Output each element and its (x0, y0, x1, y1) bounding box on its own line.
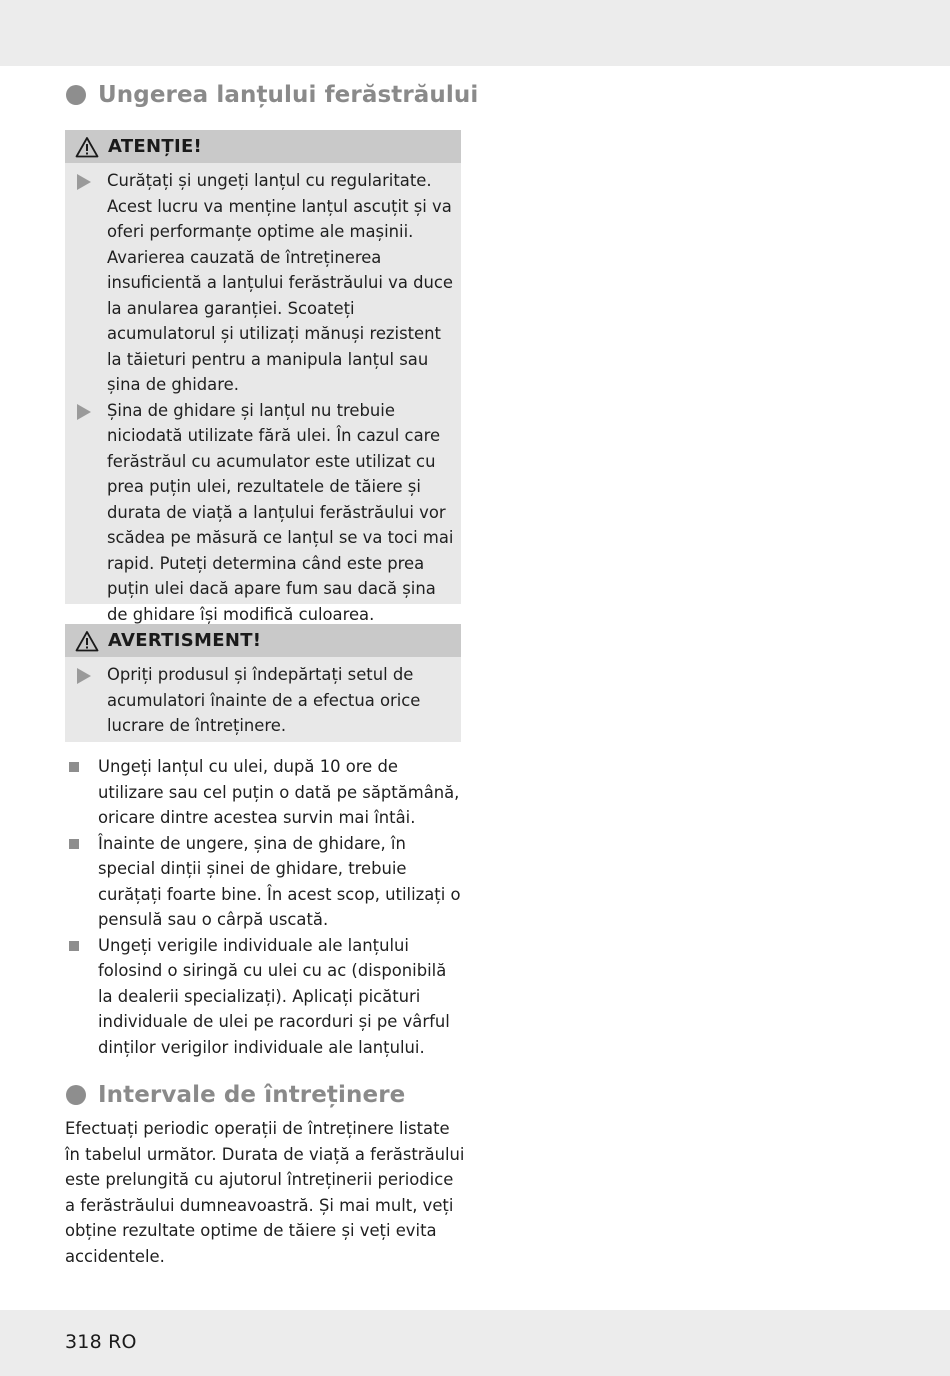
lubrication-steps-list (65, 754, 465, 1060)
section-heading-maintenance-intervals (66, 1082, 405, 1108)
section-title: Intervale de întreținere (98, 1082, 406, 1108)
warning-triangle-icon (75, 136, 99, 158)
warning-body (65, 657, 461, 741)
section-bullet-icon (66, 1085, 86, 1105)
list-item-text: Înainte de ungere, șina de ghidare, în special dinții șinei de ghidare, trebuie curățați foarte bine. În acest scop, utilizați o pensulă sau o cârpă uscată. (98, 833, 461, 929)
warning-title: AVERTISMENT! (108, 630, 262, 651)
warning-item (65, 662, 461, 739)
top-band (0, 0, 950, 66)
paragraph: Efectuați periodic operații de întreținere listate în tabelul următor. Durata de viață a ferăstrăului este prelungită cu ajutorul întreținerii periodice a ferăstrăului dumneavoastră. Și mai mult, veți obține rezultate optime de tăiere și veți evita accidentele. (65, 1119, 465, 1266)
attention-item (65, 168, 461, 398)
maintenance-intro (65, 1116, 465, 1269)
attention-item-text: Curățați și ungeți lanțul cu regularitate. Acest lucru va menține lanțul ascuțit și va oferi performanțe optime ale mașinii. Avarierea cauzată de întreținerea insuficientă a lanțului ferăstrăului va duce la anularea garanției. Scoateți acumulatorul și utilizați mănuși rezistent la tăieturi pentru a manipula lanțul sau șina de ghidare. (107, 171, 453, 394)
attention-header (65, 130, 461, 163)
arrow-right-icon (77, 404, 91, 420)
attention-item (65, 398, 461, 628)
attention-item-text: Șina de ghidare și lanțul nu trebuie niciodată utilizate fără ulei. În cazul care ferăstrăul cu acumulator este utilizat cu prea puțin ulei, rezultatele de tăiere și durata de viață a lanțului ferăstrăului vor scădea pe măsură ce lanțul se va toci mai rapid. Puteți determina când este prea puțin ulei dacă apare fum sau dacă șina de ghidare își modifică culoarea. (107, 400, 454, 624)
list-item (65, 754, 465, 831)
warning-triangle-icon (75, 630, 99, 652)
square-bullet-icon (69, 762, 79, 772)
attention-body (65, 163, 461, 629)
arrow-right-icon (77, 174, 91, 190)
bottom-band (0, 1310, 950, 1376)
section-title: Ungerea lanțului ferăstrăului (98, 82, 479, 108)
attention-title: ATENȚIE! (108, 136, 203, 157)
list-item-text: Ungeți verigile individuale ale lanțului folosind o siringă cu ulei cu ac (disponibilă la dealerii specializați). Aplicați picături individuale de ulei pe racorduri și pe vârful dinților verigilor individuale ale lanțului. (98, 935, 450, 1057)
arrow-right-icon (77, 668, 91, 684)
list-item (65, 831, 465, 933)
list-item-text: Ungeți lanțul cu ulei, după 10 ore de utilizare sau cel puțin o dată pe săptămână, oricare dintre acestea survin mai întâi. (98, 757, 460, 827)
section-heading-chain-lubrication (66, 82, 478, 108)
square-bullet-icon (69, 839, 79, 849)
warning-item-text: Opriți produsul și îndepărtați setul de acumulatori înainte de a efectua orice lucrare de întreținere. (107, 665, 421, 735)
warning-header (65, 624, 461, 657)
list-item (65, 933, 465, 1061)
square-bullet-icon (69, 941, 79, 951)
warning-box (65, 624, 461, 742)
page-number: 318 RO (65, 1331, 137, 1353)
section-bullet-icon (66, 85, 86, 105)
attention-box (65, 130, 461, 624)
